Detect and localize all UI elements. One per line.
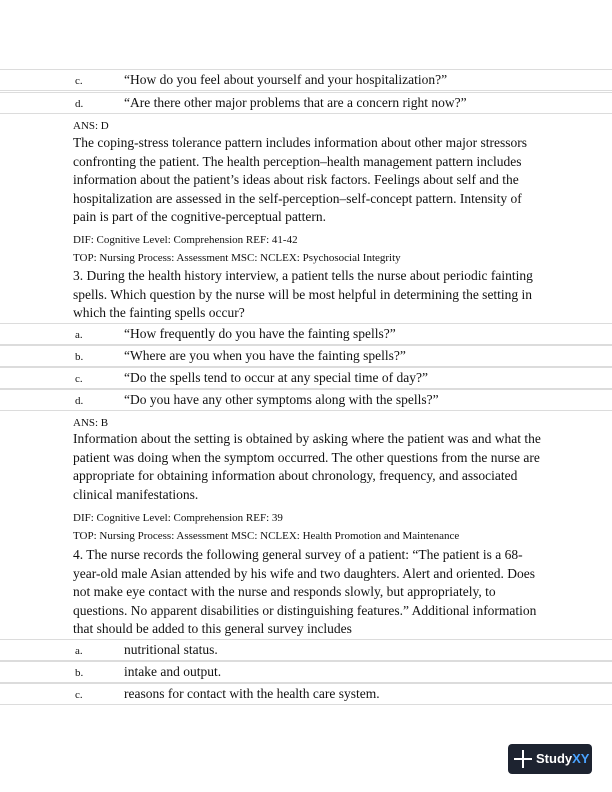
option-text: “Do you have any other symptoms along with the spells?” [124, 392, 439, 407]
q3-option-a [0, 323, 612, 345]
rationale-line: hospitalization are assessed in the self-perception–self-concept pattern. Intensity of [73, 190, 522, 206]
rationale-line: clinical manifestations. [73, 486, 199, 502]
option-text: reasons for contact with the health care system. [124, 686, 380, 701]
studyxy-logo[interactable] [508, 744, 592, 774]
plus-icon [514, 750, 532, 768]
stem-line: questions. No apparent disabilities or distinguishing features.” Additional information [73, 602, 537, 618]
q2-option-c [0, 69, 612, 91]
q4-option-c [0, 683, 612, 705]
stem-line: 4. The nurse records the following general survey of a patient: “The patient is a 68- [73, 547, 523, 562]
stem-line: spells. Which question by the nurse will be most helpful in determining the setting in [73, 286, 533, 302]
option-letter: d. [75, 98, 84, 110]
stem-line: that should be added to this general survey includes [73, 621, 352, 636]
option-text: nutritional status. [124, 642, 218, 657]
rationale-line: The coping-stress tolerance pattern includes information about other major stressors [73, 135, 527, 150]
rationale-line: pain is part of the cognitive-perceptual pattern. [73, 209, 327, 224]
option-letter: a. [75, 329, 83, 341]
q3-option-b [0, 345, 612, 367]
q2-dif: DIF: Cognitive Level: Comprehension REF: 41-42 [73, 234, 298, 246]
option-letter: a. [75, 645, 83, 657]
rationale-line: confronting the patient. The health perception–health management pattern includes [73, 153, 522, 169]
q4-option-a [0, 639, 612, 661]
rationale-line: Information about the setting is obtained by asking where the patient was and what the [73, 431, 541, 446]
logo-brand-accent: XY [572, 751, 590, 766]
q2-option-d [0, 92, 612, 114]
q3-stem [73, 267, 543, 323]
option-letter: b. [75, 667, 84, 679]
option-letter: c. [75, 373, 83, 385]
q2-top: TOP: Nursing Process: Assessment MSC: NCLEX: Psychosocial Integrity [73, 252, 401, 264]
q3-option-c [0, 367, 612, 389]
option-text: “Do the spells tend to occur at any special time of day?” [124, 370, 429, 385]
option-letter: c. [75, 689, 83, 701]
q3-rationale [73, 430, 543, 504]
stem-line: year-old male Asian attended by his wife and two daughters. Alert and oriented. Does [73, 565, 535, 581]
option-text: “How frequently do you have the fainting spells?” [124, 326, 396, 341]
option-text: “Where are you when you have the fainting spells?” [124, 348, 406, 363]
option-text: “Are there other major problems that are a concern right now?” [124, 95, 467, 110]
q3-option-d [0, 389, 612, 411]
option-text: intake and output. [124, 664, 222, 679]
q2-rationale [73, 134, 543, 227]
option-letter: b. [75, 351, 84, 363]
stem-line: 3. During the health history interview, a patient tells the nurse about periodic fainting [73, 268, 533, 283]
q2-answer: ANS: D [73, 120, 109, 132]
rationale-line: appropriate for obtaining information about chronology, frequency, and associated [73, 468, 518, 483]
logo-brand [536, 751, 589, 766]
logo-brand-main: Study [536, 751, 573, 766]
option-letter: d. [75, 395, 84, 407]
q3-answer: ANS: B [73, 417, 109, 429]
rationale-line: information about the patient’s ideas about risk factors. Feelings about self and the [73, 172, 519, 187]
option-letter: c. [75, 75, 83, 87]
stem-line: which the fainting spells occur? [73, 305, 245, 320]
rationale-line: patient was doing when the symptom occurred. The other questions from the nurse are [73, 449, 540, 465]
q4-stem [73, 546, 543, 639]
q3-top: TOP: Nursing Process: Assessment MSC: NCLEX: Health Promotion and Maintenance [73, 530, 460, 542]
option-text: “How do you feel about yourself and your hospitalization?” [124, 72, 448, 87]
q4-option-b [0, 661, 612, 683]
stem-line: not make eye contact with the nurse and responds slowly, but appropriately, to [73, 584, 496, 599]
q3-dif: DIF: Cognitive Level: Comprehension REF: 39 [73, 512, 283, 524]
